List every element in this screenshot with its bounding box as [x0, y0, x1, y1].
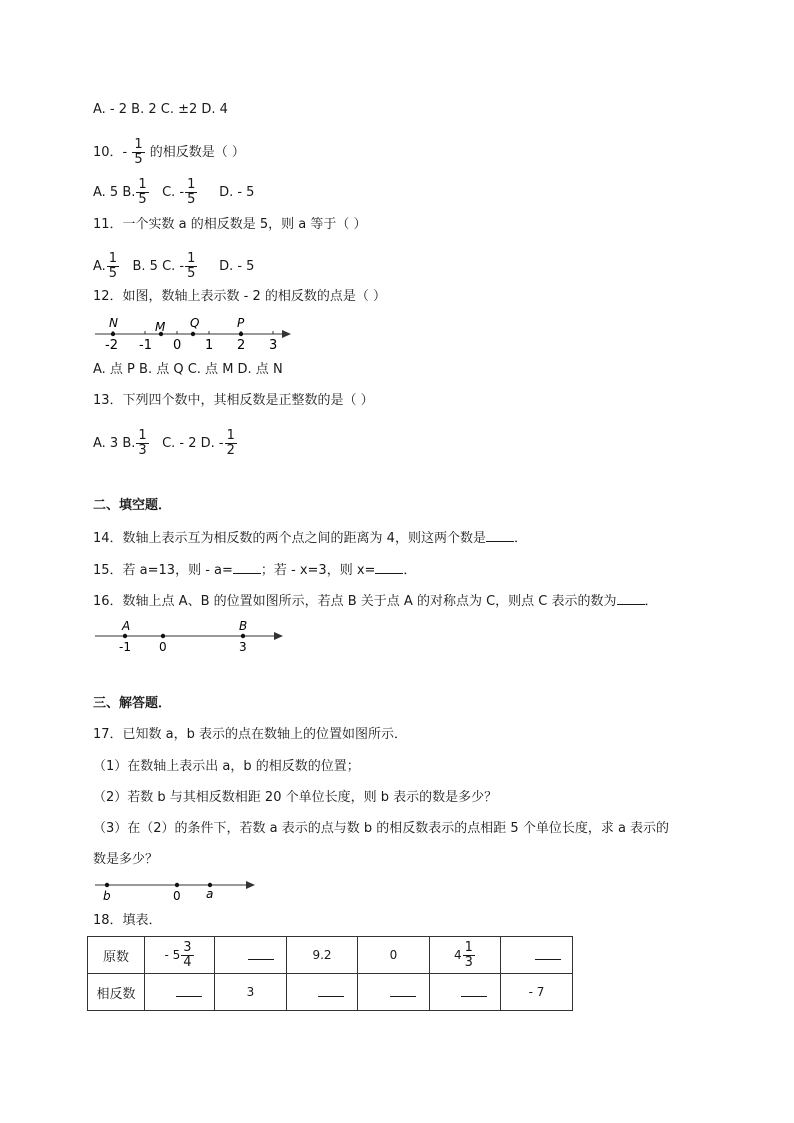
answer-blank[interactable]: [233, 561, 261, 574]
point-p: [239, 332, 243, 336]
q18-table: [87, 936, 573, 1011]
table-row: [88, 974, 573, 1011]
answer-blank[interactable]: [375, 561, 403, 574]
section-fill-blank: 二、填空题．: [93, 498, 172, 513]
label-b: B: [239, 619, 248, 633]
point-n: [111, 332, 115, 336]
q18-stem: 18．填表．: [93, 913, 162, 928]
table-cell-blank[interactable]: [287, 974, 358, 1011]
section-solve: 三、解答题．: [93, 696, 172, 711]
q12-options: A. 点 P B. 点 Q C. 点 M D. 点 N: [93, 362, 283, 377]
table-cell-blank[interactable]: [358, 974, 430, 1011]
point-b: [241, 634, 245, 638]
q16-number-line: [93, 618, 293, 658]
point-zero: [161, 634, 165, 638]
q17-part3: （3）在（2）的条件下，若数 a 表示的点与数 b 的相反数表示的点相距 5 个单位长度，求 a 表示的: [93, 821, 670, 836]
table-cell: - 5 $\frac{3}{4}$: [145, 937, 215, 974]
tick-label: -1: [139, 338, 152, 353]
q10-fraction: $\frac{1}{5}$: [134, 137, 143, 167]
q13-options: A. 3 B. $\frac{1}{3}$ C. - 2 D. - $\frac{1}{2}$: [93, 428, 235, 458]
table-cell: 4 $\frac{1}{3}$: [430, 937, 501, 974]
q15: 15．若 a=13，则 - a= ；若 - x=3，则 x= ．: [93, 563, 417, 578]
answer-blank[interactable]: [486, 529, 514, 542]
q17-part3-cont: 数是多少？: [93, 852, 159, 867]
row-header-original: 原数: [88, 937, 145, 974]
q12-number-line: [93, 314, 303, 354]
table-cell-blank[interactable]: [215, 937, 287, 974]
table-row: [88, 937, 573, 974]
table-cell: 9.2: [287, 937, 358, 974]
table-cell-blank[interactable]: [430, 974, 501, 1011]
tick-label: 2: [237, 338, 246, 353]
table-cell: 0: [358, 937, 430, 974]
q10-options: A. 5 B. $\frac{1}{5}$ C. - $\frac{1}{5}$ D. - 5: [93, 177, 255, 207]
point-q: [191, 332, 195, 336]
q11-options: A. $\frac{1}{5}$ B. 5 C. - $\frac{1}{5}$ D. - 5: [93, 251, 255, 281]
point-b: [105, 883, 109, 887]
q13-stem: 13．下列四个数中，其相反数是正整数的是（ ）: [93, 393, 374, 408]
q17-stem: 17．已知数 a，b 表示的点在数轴上的位置如图所示．: [93, 727, 408, 742]
q11-stem: 11．一个实数 a 的相反数是 5，则 a 等于（ ）: [93, 217, 367, 232]
label-zero: 0: [173, 889, 181, 903]
tick-label: 0: [173, 338, 182, 353]
label-q: Q: [190, 316, 200, 330]
table-cell: - 7: [501, 974, 573, 1011]
label-a: A: [122, 619, 131, 633]
q17-part1: （1）在数轴上表示出 a，b 的相反数的位置；: [93, 759, 360, 774]
q17-part2: （2）若数 b 与其相反数相距 20 个单位长度，则 b 表示的数是多少？: [93, 790, 498, 805]
label-b: b: [103, 889, 111, 903]
tick-label: -2: [105, 338, 118, 353]
label-a: a: [206, 887, 214, 901]
table-cell: 3: [215, 974, 287, 1011]
label-p: P: [237, 316, 245, 330]
q14: 14．数轴上表示互为相反数的两个点之间的距离为 4，则这两个数是 ．: [93, 531, 527, 546]
q17-number-line: [93, 874, 263, 904]
q16: 16．数轴上点 A、B 的位置如图所示，若点 B 关于点 A 的对称点为 C，则点 C 表示的数为 ．: [93, 594, 658, 609]
tick-label: 1: [205, 338, 214, 353]
table-cell-blank[interactable]: [501, 937, 573, 974]
point-a: [123, 634, 127, 638]
table-cell-blank[interactable]: [145, 974, 215, 1011]
label-n: N: [109, 316, 118, 330]
tick-label: -1: [119, 640, 131, 654]
tick-label: 0: [159, 640, 167, 654]
tick-label: 3: [269, 338, 278, 353]
tick-label: 3: [239, 640, 247, 654]
point-zero: [175, 883, 179, 887]
label-m: M: [155, 320, 166, 334]
q9-options: A. - 2 B. 2 C. ±2 D. 4: [93, 102, 228, 117]
q12-stem: 12．如图，数轴上表示数 - 2 的相反数的点是（ ）: [93, 289, 387, 304]
answer-blank[interactable]: [617, 592, 645, 605]
row-header-opposite: 相反数: [88, 974, 145, 1011]
q10-stem: 10．- $\frac{1}{5}$ 的相反数是（ ）: [93, 137, 245, 167]
